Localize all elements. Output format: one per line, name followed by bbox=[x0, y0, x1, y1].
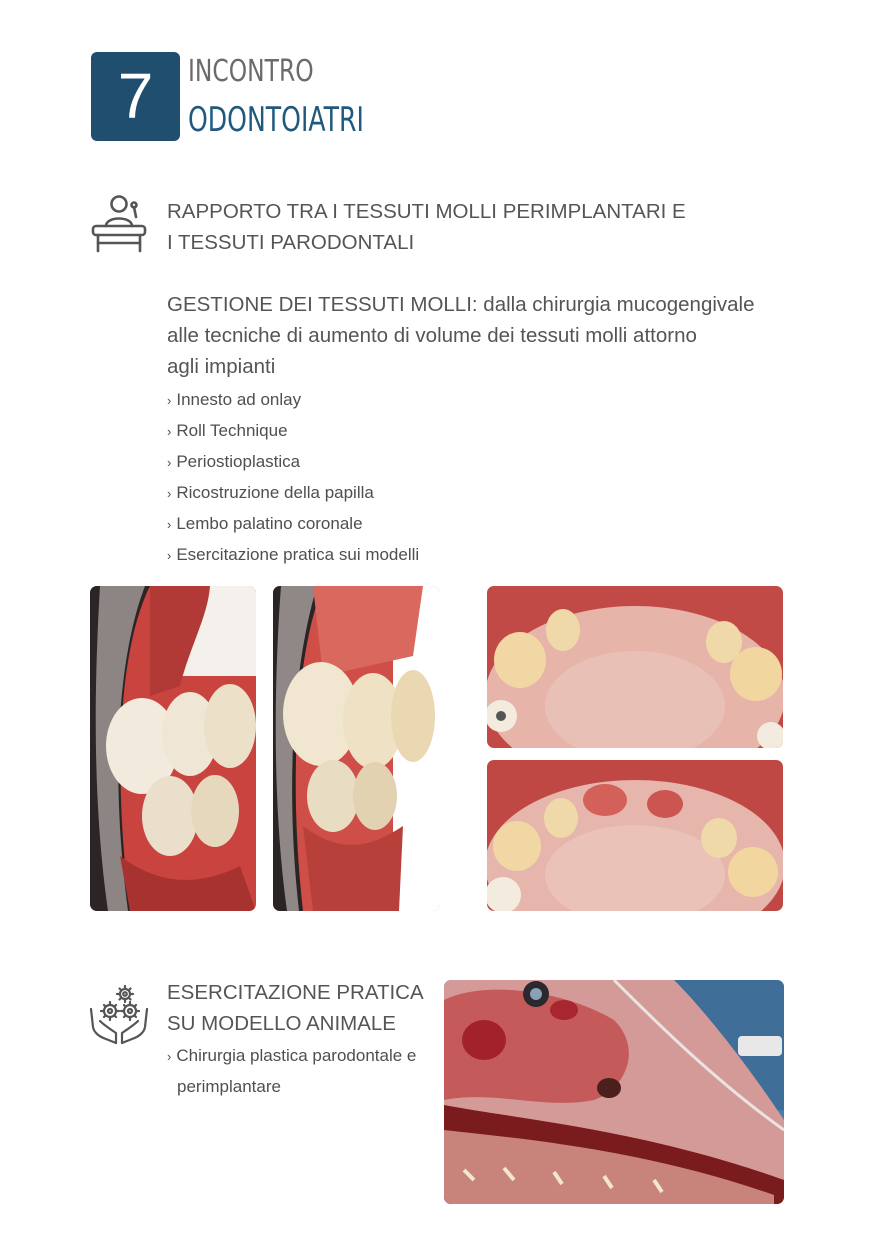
list-item: › Periostioplastica bbox=[167, 452, 301, 471]
list-item: › Lembo palatino coronale bbox=[167, 514, 363, 533]
clinical-photo-occlusal-2 bbox=[487, 760, 783, 911]
header-title-line2: ODONTOIATRI bbox=[188, 100, 364, 140]
list-item-continuation: perimplantare bbox=[177, 1077, 281, 1096]
clinical-photo-lateral-2 bbox=[273, 586, 439, 911]
lecturer-desk-icon bbox=[89, 193, 149, 255]
clinical-photo-occlusal-1 bbox=[487, 586, 783, 748]
session-number-badge: 7 bbox=[91, 52, 180, 141]
section1-title-line1: RAPPORTO TRA I TESSUTI MOLLI PERIMPLANTARI E bbox=[167, 200, 686, 223]
list-item: › Esercitazione pratica sui modelli bbox=[167, 545, 420, 564]
section1-subtitle-line3: agli impianti bbox=[167, 355, 276, 378]
header-title-line1: INCONTRO bbox=[188, 54, 314, 89]
section1-subtitle-line1: GESTIONE DEI TESSUTI MOLLI: dalla chirurgia mucogengivale bbox=[167, 293, 755, 316]
hands-gears-icon bbox=[88, 983, 150, 1047]
list-item: › Roll Technique bbox=[167, 421, 288, 440]
animal-model-photo bbox=[444, 980, 784, 1204]
list-item: › Innesto ad onlay bbox=[167, 390, 302, 409]
section1-title-line2: I TESSUTI PARODONTALI bbox=[167, 231, 415, 254]
list-item: › Chirurgia plastica parodontale e bbox=[167, 1046, 417, 1065]
list-item: › Ricostruzione della papilla bbox=[167, 483, 374, 502]
section2-title-line2: SU MODELLO ANIMALE bbox=[167, 1012, 396, 1035]
clinical-photo-lateral-1 bbox=[90, 586, 256, 911]
section1-subtitle-line2: alle tecniche di aumento di volume dei tessuti molli attorno bbox=[167, 324, 697, 347]
section2-title-line1: ESERCITAZIONE PRATICA bbox=[167, 981, 424, 1004]
